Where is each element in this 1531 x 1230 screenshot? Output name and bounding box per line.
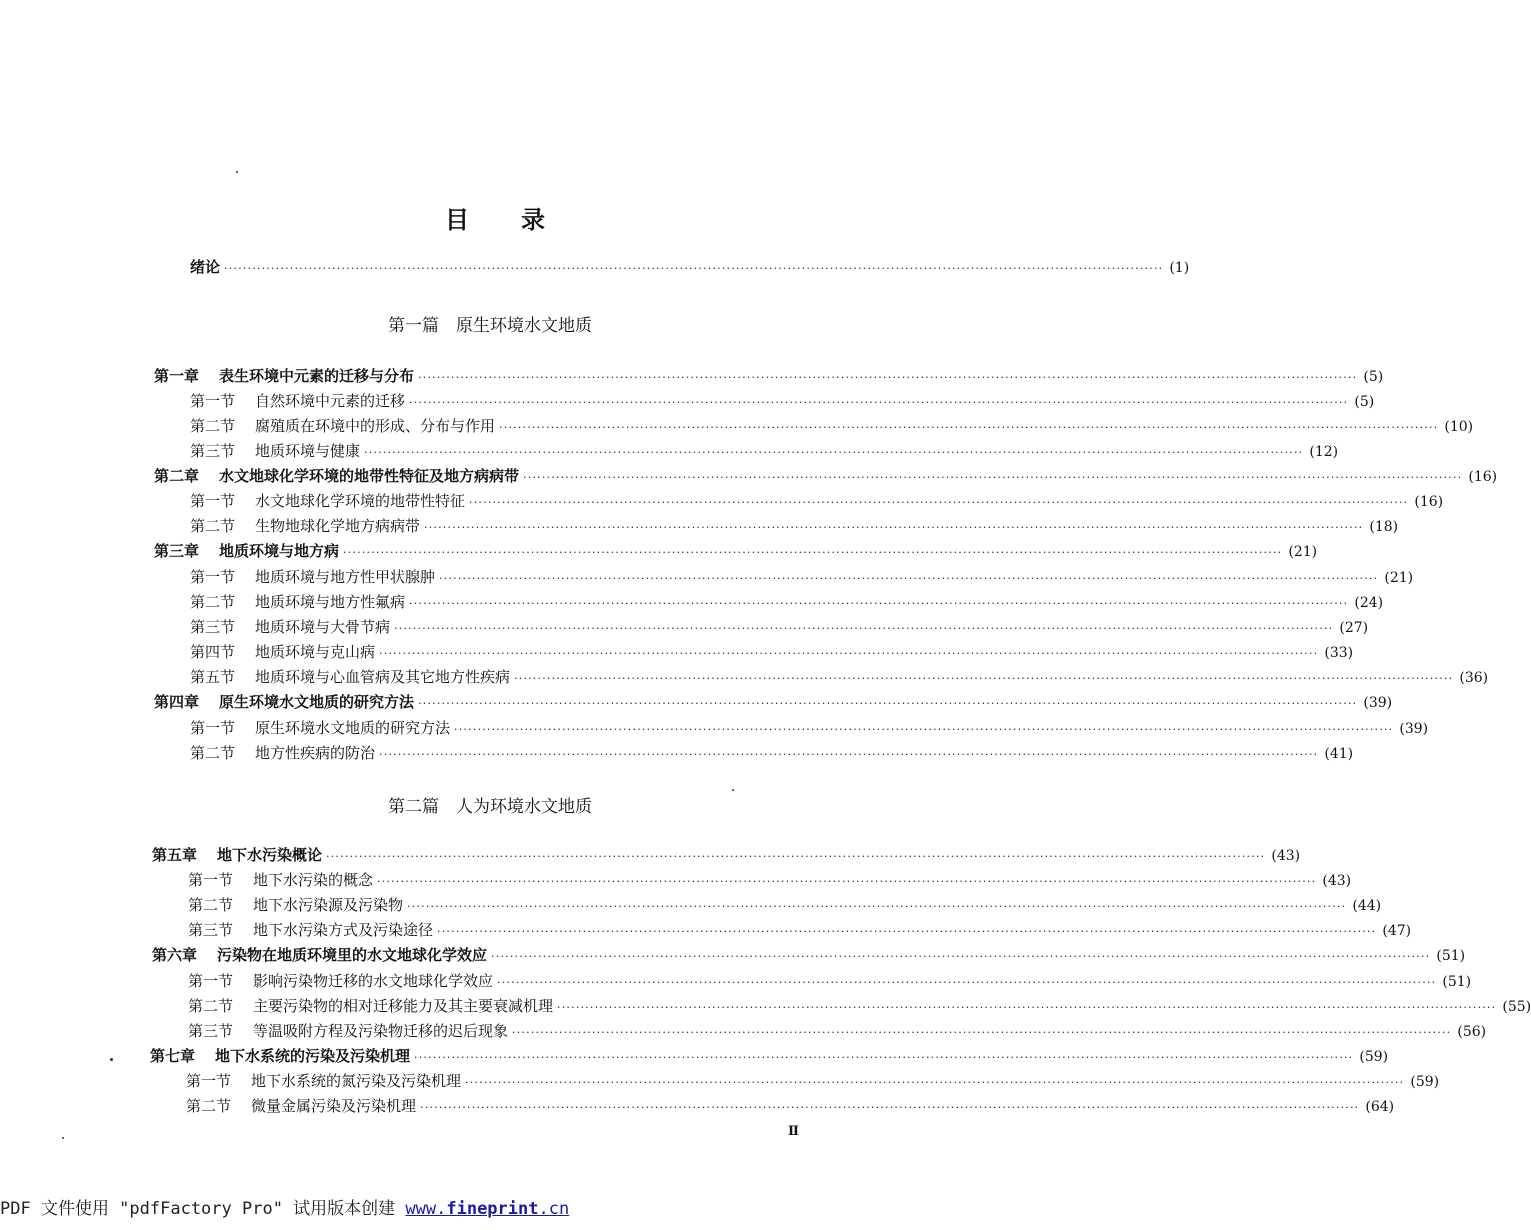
leader-dots: ········································································································································································································ [465,1076,1405,1089]
toc-entry-number: 第二章 [154,467,200,485]
toc-entry-label: 地质环境与地方性氟病 [255,593,406,611]
leader-dots: ········································································································································································································ [377,875,1317,888]
toc-entry-section [190,390,1375,412]
toc-entry-page: (21) [1288,544,1318,560]
toc-entry-number: 第一章 [154,367,200,385]
leader-dots: ········································································································································································································ [424,521,1364,534]
leader-dots: ········································································································································································································ [407,900,1347,913]
toc-entry-page: (39) [1399,721,1429,737]
toc-entry-page: (44) [1352,898,1382,914]
leader-dots: ········································································································································································································ [409,597,1349,610]
scan-speck [732,789,734,791]
toc-entry-number: 第一节 [186,1072,232,1090]
toc-entry-number: 第三章 [154,542,200,560]
toc-entry-section [190,616,1369,638]
toc-entry-section [188,1020,1487,1042]
toc-entry-section [190,490,1444,512]
toc-entry-chapter [154,465,1498,487]
toc-entry-number: 第二节 [186,1097,232,1115]
toc-entry-page: (55) [1502,999,1531,1015]
toc-entry-label: 地下水污染源及污染物 [253,896,404,914]
toc-entry-page: (5) [1354,394,1375,410]
toc-entry-label: 地质环境与心血管病及其它地方性疾病 [255,668,511,686]
toc-entry-label: 原生环境水文地质的研究方法 [255,719,451,737]
toc-entry-label: 影响污染物迁移的水文地球化学效应 [253,972,494,990]
toc-entry-number: 第三节 [190,618,236,636]
leader-dots: ········································································································································································································ [420,1101,1360,1114]
toc-entry-label: 地质环境与健康 [255,442,361,460]
toc-entry-number: 第二节 [190,744,236,762]
toc-entry-chapter [154,691,1393,713]
toc-entry-page: (51) [1436,948,1466,964]
toc-entry-section [188,869,1352,891]
part-heading-2: 第二篇 人为环境水文地质 [388,797,592,817]
toc-entry-chapter [152,944,1466,966]
toc-entry-section [188,894,1382,916]
leader-dots: ········································································································································································································ [514,672,1454,685]
toc-entry-label: 污染物在地质环境里的水文地球化学效应 [217,946,488,964]
toc-entry-number: 第二节 [188,896,234,914]
leader-dots: ········································································································································································································ [523,471,1463,484]
leader-dots: ········································································································································································································ [379,748,1319,761]
toc-entry-section [190,566,1414,588]
toc-entry-number: 第一节 [190,392,236,410]
toc-entry-number: 第七章 [150,1047,196,1065]
page-folio: Ⅱ [788,1124,799,1139]
toc-entry-page: (56) [1457,1024,1487,1040]
toc-entry-section [186,1070,1440,1092]
leader-dots: ········································································································································································································ [469,496,1409,509]
toc-entry-number: 第三节 [188,1022,234,1040]
toc-entry-section [190,591,1384,613]
toc-entry-section [190,415,1474,437]
toc-entry-page: (33) [1324,645,1354,661]
toc-entry-page: (41) [1324,746,1354,762]
toc-entry-label: 微量金属污染及污染机理 [251,1097,417,1115]
toc-entry-number: 第三节 [190,442,236,460]
toc-entry-label: 主要污染物的相对迁移能力及其主要衰减机理 [253,997,554,1015]
toc-entry-page: (59) [1410,1074,1440,1090]
toc-entry-label: 地方性疾病的防治 [255,744,376,762]
scan-speck [62,1137,64,1139]
toc-entry-section [188,919,1412,941]
leader-dots: ········································································································································································································ [439,572,1379,585]
toc-entry-number: 第二节 [190,517,236,535]
leader-dots: ········································································································································································································ [499,421,1439,434]
toc-entry-number: 第一节 [188,972,234,990]
toc-entry-page: (39) [1363,695,1393,711]
scan-speck [236,171,238,173]
toc-entry-section [188,970,1472,992]
toc-entry-label: 地质环境与克山病 [255,643,376,661]
leader-dots: ········································································································································································································ [343,546,1283,559]
toc-entry-chapter [154,365,1384,387]
toc-entry-page: (43) [1322,873,1352,889]
leader-dots: ········································································································································································································ [512,1026,1452,1039]
toc-entry-number: 第一节 [190,568,236,586]
toc-entry-page: (21) [1384,570,1414,586]
toc-entry-page: (16) [1468,469,1498,485]
toc-entry-chapter [154,540,1318,562]
leader-dots: ········································································································································································································ [491,950,1431,963]
toc-entry-page: (36) [1459,670,1489,686]
toc-entry-page: (1) [1169,260,1190,276]
toc-entry-number: 第五章 [152,846,198,864]
toc-entry-section [190,666,1489,688]
leader-dots: ········································································································································································································ [414,1051,1354,1064]
toc-entry-number: 第二节 [190,417,236,435]
toc-entry-number: 第四章 [154,693,200,711]
toc-entry-chapter [152,844,1301,866]
toc-entry-number: 第一节 [188,871,234,889]
toc-entry-number: 第一节 [190,492,236,510]
leader-dots: ········································································································································································································ [418,371,1358,384]
title-char-2: 录 [521,206,545,234]
toc-entry-label: 地下水系统的污染及污染机理 [215,1047,411,1065]
toc-entry-intro [190,256,1190,278]
toc-entry-page: (43) [1271,848,1301,864]
toc-entry-number: 第二节 [188,997,234,1015]
toc-entry-page: (64) [1365,1099,1395,1115]
toc-title [0,200,990,235]
part-heading-1: 第一篇 原生环境水文地质 [388,316,592,336]
footer-text: PDF 文件使用 "pdfFactory Pro" 试用版本创建 [0,1199,406,1219]
toc-entry-number: 第四节 [190,643,236,661]
leader-dots: ········································································································································································································ [437,925,1377,938]
toc-entry-section [190,641,1354,663]
toc-entry-page: (59) [1359,1049,1389,1065]
toc-entry-label: 生物地球化学地方病病带 [255,517,421,535]
leader-dots: ········································································································································································································ [409,396,1349,409]
leader-dots: ········································································································································································································ [418,697,1358,710]
footer-link[interactable] [405,1199,569,1219]
leader-dots: ········································································································································································································ [364,446,1304,459]
toc-entry-label: 腐殖质在环境中的形成、分布与作用 [255,417,496,435]
toc-entry-section [190,742,1354,764]
toc-entry-label: 地质环境与地方性甲状腺肿 [255,568,436,586]
toc-entry-section [190,515,1399,537]
pdf-footer [0,1194,569,1219]
toc-entry-chapter [150,1045,1389,1067]
toc-entry-label: 等温吸附方程及污染物迁移的迟后现象 [253,1022,509,1040]
footer-link-bold: fineprint [446,1199,539,1219]
leader-dots: ········································································································································································································ [379,647,1319,660]
toc-entry-label: 自然环境中元素的迁移 [255,392,406,410]
toc-entry-page: (18) [1369,519,1399,535]
toc-entry-section [190,440,1339,462]
toc-entry-page: (10) [1444,419,1474,435]
toc-entry-label: 地下水污染概论 [217,846,323,864]
toc-entry-number: 第二节 [190,593,236,611]
leader-dots: ········································································································································································································ [497,976,1437,989]
toc-entry-label: 地下水污染方式及污染途径 [253,921,434,939]
toc-entry-page: (47) [1382,923,1412,939]
title-char-1: 目 [445,206,469,234]
toc-entry-number: 第一节 [190,719,236,737]
toc-entry-page: (24) [1354,595,1384,611]
leader-dots: ········································································································································································································ [557,1001,1497,1014]
leader-dots: ········································································································································································································ [224,262,1164,275]
toc-entry-number: 第六章 [152,946,198,964]
toc-entry-label: 水文地球化学环境的地带性特征及地方病病带 [219,467,520,485]
scan-speck [110,1058,113,1061]
leader-dots: ········································································································································································································ [326,850,1266,863]
toc-entry-page: (16) [1414,494,1444,510]
toc-entry-page: (12) [1309,444,1339,460]
toc-entry-label: 绪论 [190,258,221,276]
toc-entry-section [188,995,1531,1017]
toc-entry-label: 地质环境与地方病 [219,542,340,560]
toc-entry-page: (27) [1339,620,1369,636]
leader-dots: ········································································································································································································ [394,622,1334,635]
leader-dots: ········································································································································································································ [454,723,1394,736]
toc-entry-section [190,717,1429,739]
footer-link-post: .cn [538,1199,570,1219]
toc-entry-label: 地下水系统的氮污染及污染机理 [251,1072,462,1090]
toc-entry-number: 第五节 [190,668,236,686]
toc-entry-number: 第三节 [188,921,234,939]
toc-entry-label: 水文地球化学环境的地带性特征 [255,492,466,510]
toc-entry-page: (5) [1363,369,1384,385]
toc-entry-section [186,1095,1395,1117]
toc-entry-page: (51) [1442,974,1472,990]
toc-entry-label: 表生环境中元素的迁移与分布 [219,367,415,385]
footer-link-pre: www. [405,1199,447,1219]
toc-entry-label: 原生环境水文地质的研究方法 [219,693,415,711]
toc-entry-label: 地质环境与大骨节病 [255,618,391,636]
toc-entry-label: 地下水污染的概念 [253,871,374,889]
